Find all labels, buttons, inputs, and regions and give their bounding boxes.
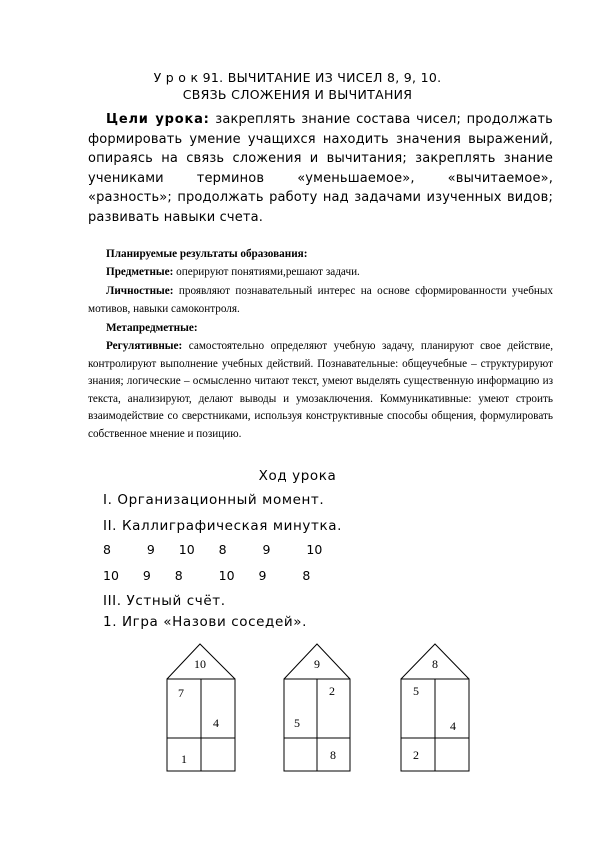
house-10-mid-right: 4 <box>213 716 219 730</box>
results-subject: Предметные: оперируют понятиями,решают задачи. <box>106 266 360 278</box>
house-8-bottom-left: 2 <box>413 748 419 762</box>
lesson-goals <box>88 110 553 228</box>
section-calligraphy: II. Каллиграфическая минутка. <box>103 518 342 534</box>
house-9-mid-left: 5 <box>294 716 300 730</box>
game-title: 1. Игра «Назови соседей». <box>103 614 308 630</box>
results-meta-heading: Метапредметные: <box>106 322 198 334</box>
house-8-mid-right: 4 <box>450 719 456 733</box>
section-mental-math: III. Устный счёт. <box>103 593 226 609</box>
goals-label: Цели урока: <box>106 112 210 127</box>
section-organizational: I. Организационный момент. <box>103 492 325 508</box>
results-heading: Планируемые результаты образования: <box>106 248 308 260</box>
house-8-top-left: 5 <box>413 684 419 698</box>
lesson-title-line1: У р о к 91. ВЫЧИТАНИЕ ИЗ ЧИСЕЛ 8, 9, 10. <box>153 70 442 85</box>
house-8-roof: 8 <box>432 657 438 671</box>
house-9-roof: 9 <box>314 657 320 671</box>
house-10-top-left: 7 <box>178 686 184 700</box>
calligraphy-row-1: 8 9 10 8 9 10 <box>103 542 323 557</box>
calligraphy-row-2: 10 9 8 10 9 8 <box>103 568 311 583</box>
house-9-top-right: 2 <box>329 684 335 698</box>
lesson-progress-heading: Ход урока <box>258 468 337 484</box>
results-regulatory: Регулятивные: самостоятельно определяют учебную задачу, планируют свое действие, контролируют выполнение учебных действий. Познавательные: общеучебные – структурируют знания; логические – осмысленно читают текст, умеют выделять существенную информацию из текста, анализируют, делают выводы и умозаключения. Коммуникативные: умеют строить взаимодействие со сверстниками, используя конструктивные способы общения, формулировать собственное мнение и позицию. <box>88 340 553 440</box>
goals-text: закреплять знание состава чисел; продолжать формировать умение учащихся находить значения выражений, опираясь на связь сложения и вычитания; закреплять знание учениками терминов «уменьшаемое», «вычитаемое», «разность»; продолжать работу над задачами изученных видов; развивать навыки счета. <box>88 112 553 225</box>
house-9-bottom-right: 8 <box>330 748 336 762</box>
number-houses <box>0 640 595 780</box>
house-10-bottom-left: 1 <box>181 752 187 766</box>
lesson-title-line2: СВЯЗЬ СЛОЖЕНИЯ И ВЫЧИТАНИЯ <box>182 87 413 102</box>
house-10-roof: 10 <box>194 657 206 671</box>
results-personal: Личностные: проявляют познавательный интерес на основе сформированности учебных мотивов, навыки самоконтроля. <box>88 285 554 315</box>
